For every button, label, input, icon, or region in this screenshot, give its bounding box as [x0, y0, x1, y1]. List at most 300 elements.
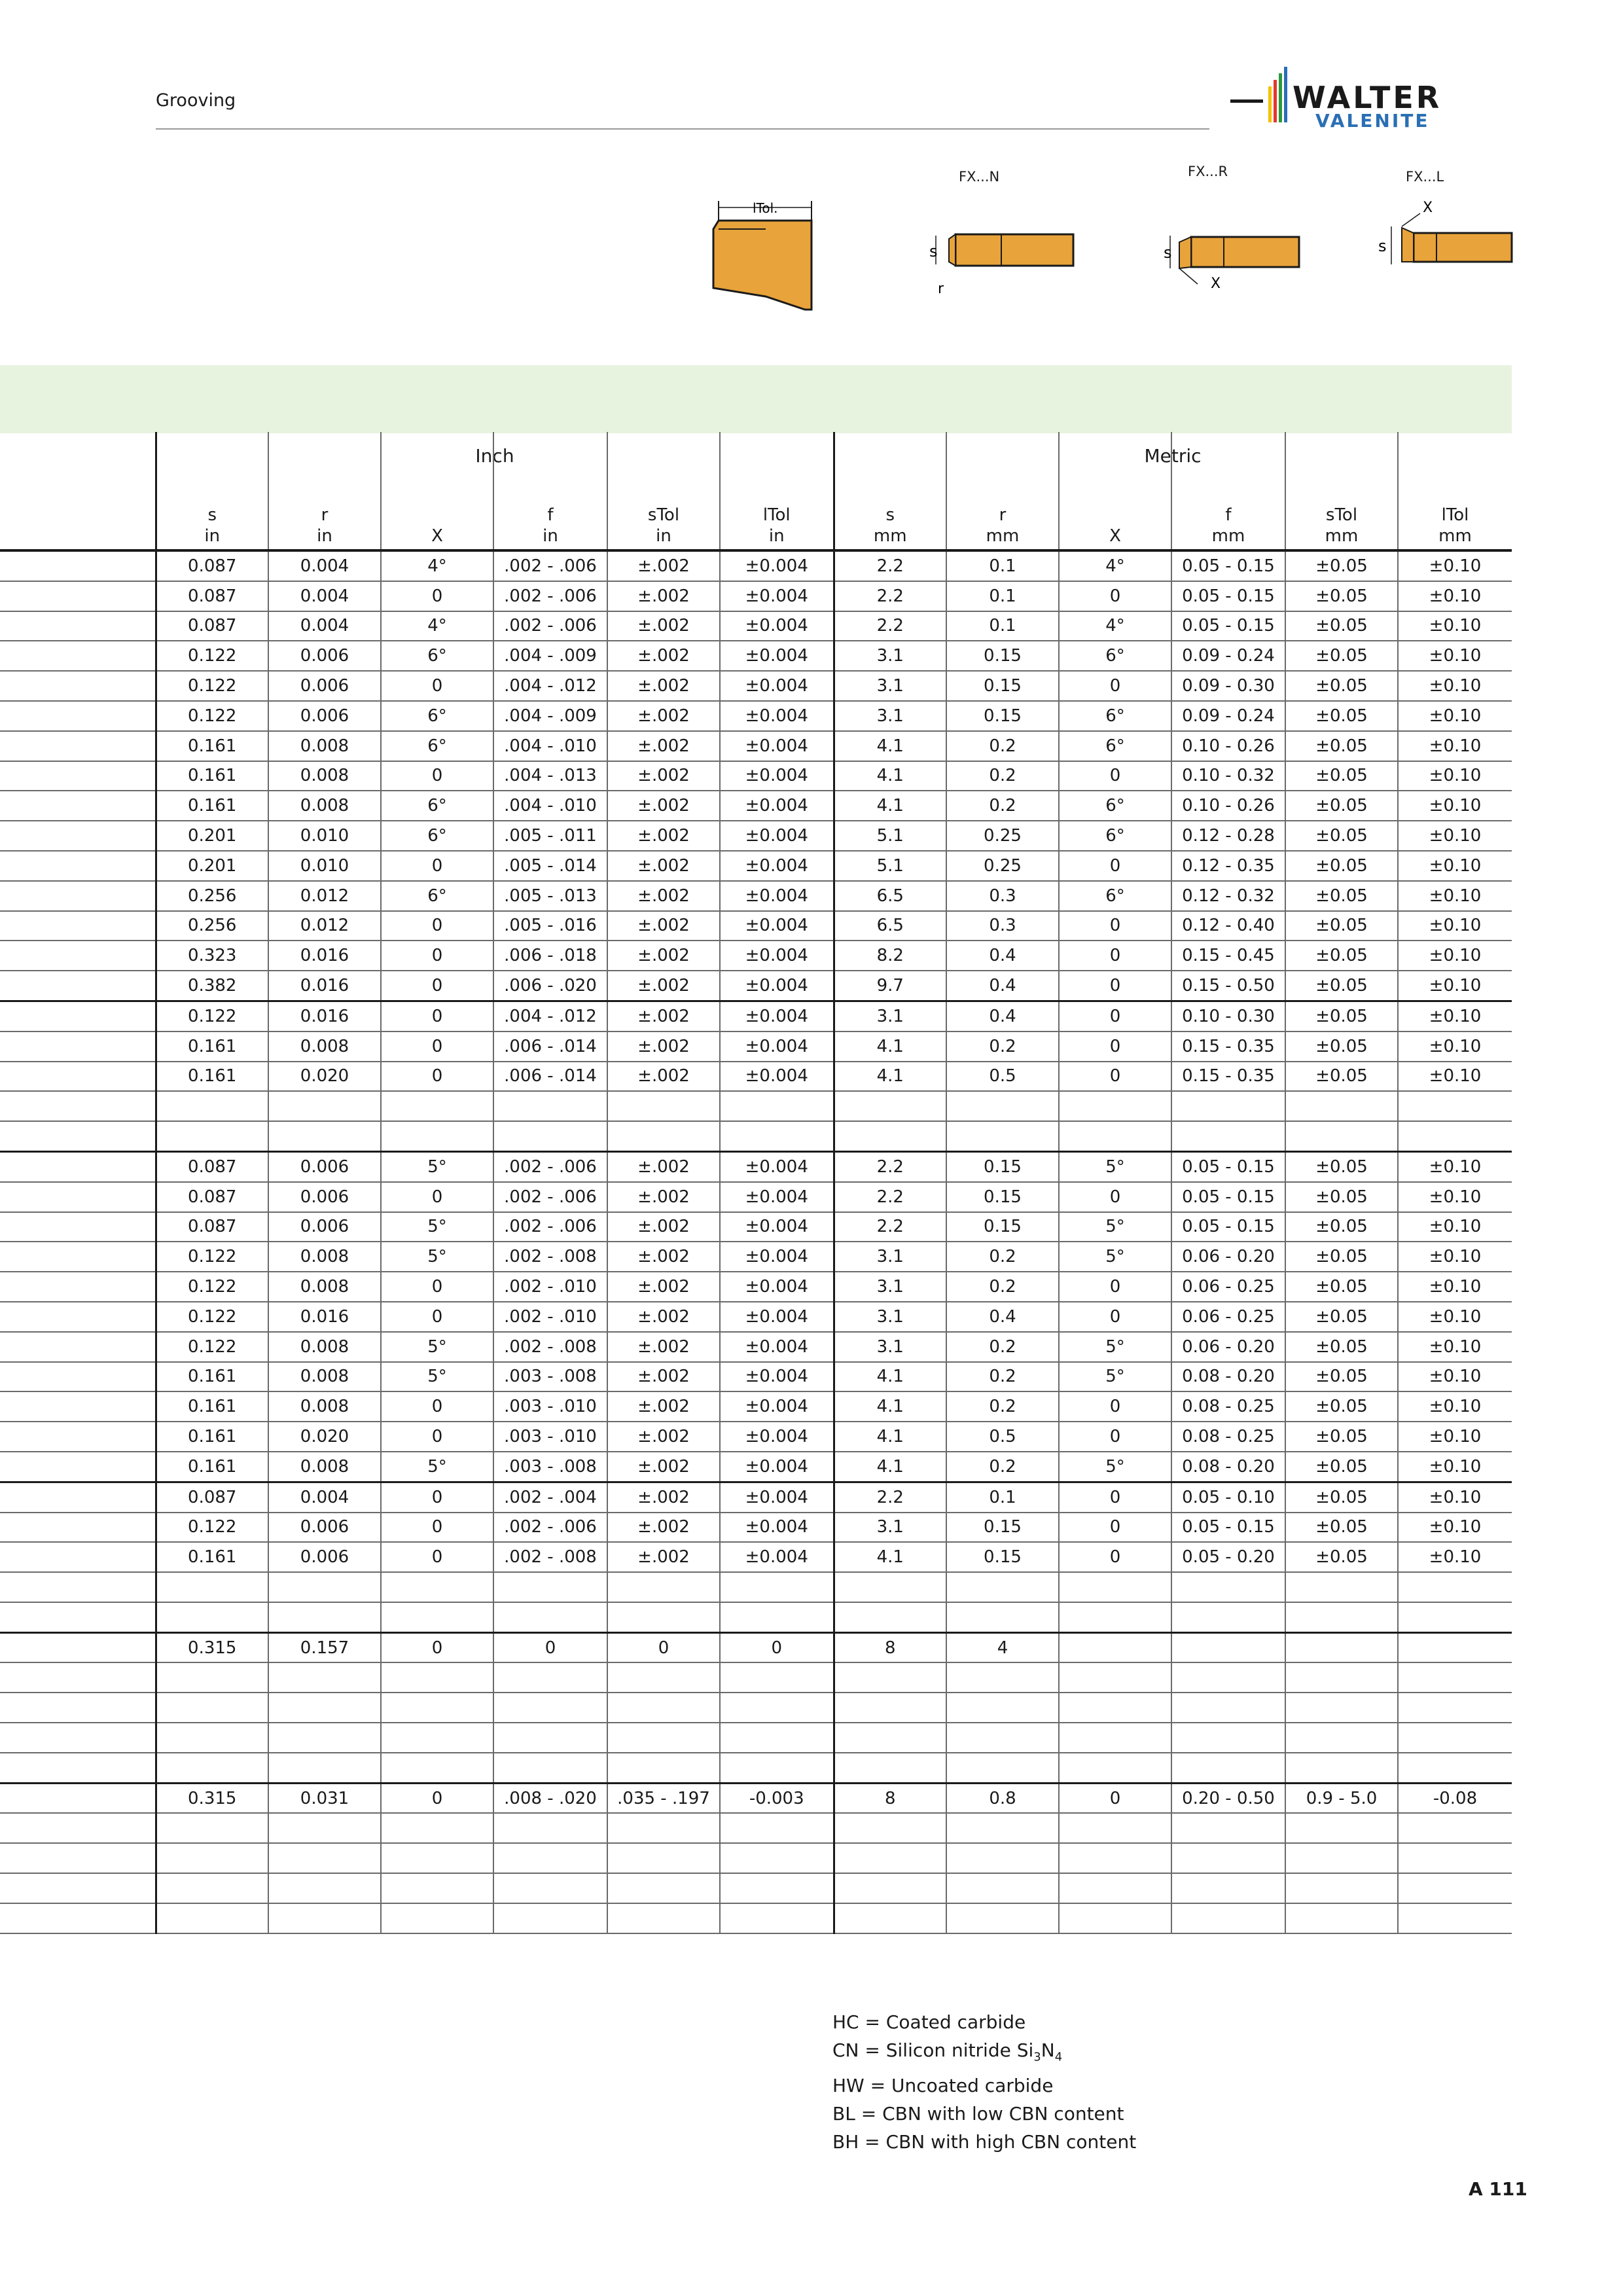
table-cell [493, 1903, 607, 1933]
table-cell: ±0.05 [1285, 731, 1398, 761]
table-cell [1059, 1903, 1171, 1933]
table-cell: ±0.05 [1285, 581, 1398, 611]
table-cell: ±.002 [607, 1062, 720, 1092]
table-cell: 5° [1059, 1212, 1171, 1242]
table-cell [607, 1572, 720, 1602]
table-cell: ±0.10 [1398, 731, 1512, 761]
table-cell: 0.15 [946, 1542, 1059, 1572]
table-cell: .002 - .006 [493, 1212, 607, 1242]
table-cell: 0.201 [156, 851, 268, 881]
table-cell: 0.05 - 0.15 [1171, 1212, 1285, 1242]
table-cell: ±0.004 [720, 1302, 834, 1332]
table-row [0, 581, 1512, 611]
table-cell: 5° [1059, 1362, 1171, 1392]
table-cell: 0 [381, 971, 493, 1001]
table-cell: 6° [1059, 701, 1171, 731]
table-cell [1285, 1572, 1398, 1602]
table-cell: 0.15 [946, 1513, 1059, 1543]
column-unit: mm [1438, 526, 1472, 546]
table-cell [720, 1873, 834, 1903]
table-cell: ±.002 [607, 550, 720, 581]
row-lead-cell [0, 1783, 156, 1813]
table-row [0, 1662, 1512, 1693]
table-cell: ±0.05 [1285, 911, 1398, 941]
table-cell: 0.4 [946, 1001, 1059, 1031]
table-cell: 0 [381, 851, 493, 881]
table-cell: 0.087 [156, 611, 268, 641]
table-cell: .005 - .011 [493, 821, 607, 851]
table-cell: ±.002 [607, 1272, 720, 1302]
table-cell: 0.256 [156, 881, 268, 911]
table-cell [1059, 1572, 1171, 1602]
table-cell: ±.002 [607, 821, 720, 851]
table-row [0, 1182, 1512, 1212]
table-cell: 0.4 [946, 941, 1059, 971]
table-cell: 5° [381, 1242, 493, 1272]
column-name: X [431, 526, 443, 546]
table-cell [1285, 1602, 1398, 1632]
table-cell [1285, 1873, 1398, 1903]
table-cell [834, 1602, 946, 1632]
table-cell: ±.002 [607, 1542, 720, 1572]
table-cell: 0.087 [156, 1212, 268, 1242]
table-cell [834, 1121, 946, 1151]
column-header [1059, 432, 1171, 550]
table-cell [1171, 1662, 1285, 1693]
table-row [0, 1843, 1512, 1873]
table-cell: ±0.05 [1285, 611, 1398, 641]
table-cell: ±0.10 [1398, 1212, 1512, 1242]
table-cell: -0.003 [720, 1783, 834, 1813]
group-metric-heading: Metric [1144, 445, 1202, 467]
table-cell: ±0.05 [1285, 1031, 1398, 1062]
table-cell: 0.006 [268, 1182, 381, 1212]
table-cell: .002 - .010 [493, 1272, 607, 1302]
table-cell [607, 1813, 720, 1843]
table-cell: 3.1 [834, 671, 946, 701]
table-cell: ±.002 [607, 1422, 720, 1452]
table-cell: 0.016 [268, 971, 381, 1001]
column-name: f [547, 505, 554, 525]
fxl-diagram [1368, 196, 1518, 281]
table-cell: ±.002 [607, 1182, 720, 1212]
table-cell: ±0.10 [1398, 1242, 1512, 1272]
table-cell: .004 - .013 [493, 761, 607, 791]
table-cell: 0.05 - 0.15 [1171, 550, 1285, 581]
table-cell [1171, 1873, 1285, 1903]
table-row [0, 1693, 1512, 1723]
table-cell: .002 - .008 [493, 1332, 607, 1362]
table-cell: 0.05 - 0.15 [1171, 1182, 1285, 1212]
table-cell: 3.1 [834, 1272, 946, 1302]
table-cell [720, 1723, 834, 1753]
table-cell: 0 [381, 1001, 493, 1031]
table-cell: 0.3 [946, 911, 1059, 941]
table-cell: 0 [1059, 581, 1171, 611]
row-lead-cell [0, 851, 156, 881]
table-cell: 0.2 [946, 1272, 1059, 1302]
table-cell [834, 1873, 946, 1903]
table-cell [1171, 1693, 1285, 1723]
table-cell: ±0.05 [1285, 941, 1398, 971]
table-cell: ±0.10 [1398, 1302, 1512, 1332]
table-cell [1285, 1843, 1398, 1873]
table-cell: 0.122 [156, 1001, 268, 1031]
table-row [0, 1362, 1512, 1392]
table-cell: ±0.004 [720, 1332, 834, 1362]
table-cell: ±0.10 [1398, 701, 1512, 731]
table-cell [946, 1602, 1059, 1632]
row-lead-cell [0, 911, 156, 941]
table-cell: 0.15 - 0.35 [1171, 1062, 1285, 1092]
table-cell: 0.2 [946, 1362, 1059, 1392]
table-cell [493, 1602, 607, 1632]
table-cell: 5° [1059, 1452, 1171, 1482]
table-cell: 0 [1059, 1542, 1171, 1572]
table-cell [1171, 1753, 1285, 1783]
table-cell: 3.1 [834, 1332, 946, 1362]
table-cell: 3.1 [834, 641, 946, 671]
table-cell: ±0.05 [1285, 851, 1398, 881]
table-cell: 8 [834, 1632, 946, 1662]
table-cell [834, 1662, 946, 1693]
table-cell: 5° [381, 1452, 493, 1482]
table-cell: 0.1 [946, 1482, 1059, 1512]
page-number: A 111 [1469, 2178, 1527, 2200]
table-row [0, 1482, 1512, 1512]
table-cell [1059, 1843, 1171, 1873]
row-lead-cell [0, 1723, 156, 1753]
table-cell: 0.05 - 0.15 [1171, 1513, 1285, 1543]
table-cell: 0.09 - 0.24 [1171, 701, 1285, 731]
table-cell: 0.161 [156, 761, 268, 791]
table-cell [493, 1723, 607, 1753]
table-cell: 0.122 [156, 1272, 268, 1302]
table-cell [834, 1813, 946, 1843]
table-cell: 0.06 - 0.20 [1171, 1242, 1285, 1272]
table-cell: 0.3 [946, 881, 1059, 911]
table-cell: 0.008 [268, 1272, 381, 1302]
table-cell: ±0.10 [1398, 1422, 1512, 1452]
table-cell: 0.122 [156, 1513, 268, 1543]
table-cell: ±0.05 [1285, 1513, 1398, 1543]
table-cell [607, 1723, 720, 1753]
table-cell: ±0.05 [1285, 1001, 1398, 1031]
table-cell: 0.15 [946, 1182, 1059, 1212]
row-lead-cell [0, 1182, 156, 1212]
row-lead-cell [0, 641, 156, 671]
table-cell [946, 1572, 1059, 1602]
table-cell: ±.002 [607, 581, 720, 611]
table-cell: 0.2 [946, 731, 1059, 761]
table-cell: 0.12 - 0.35 [1171, 851, 1285, 881]
table-cell [607, 1693, 720, 1723]
table-row [0, 1542, 1512, 1572]
table-cell [834, 1091, 946, 1121]
table-cell [1285, 1723, 1398, 1753]
header-rule [156, 128, 1209, 130]
table-cell: 6° [381, 881, 493, 911]
table-cell: 0.008 [268, 1452, 381, 1482]
table-cell: 0.12 - 0.40 [1171, 911, 1285, 941]
table-cell: ±.002 [607, 1452, 720, 1482]
table-cell: ±0.10 [1398, 1513, 1512, 1543]
table-cell: 0 [1059, 1272, 1171, 1302]
table-cell [946, 1813, 1059, 1843]
table-row [0, 1332, 1512, 1362]
table-cell: ±0.10 [1398, 971, 1512, 1001]
table-cell [834, 1723, 946, 1753]
table-cell: 0 [381, 911, 493, 941]
table-cell: 2.2 [834, 1482, 946, 1512]
table-row [0, 641, 1512, 671]
table-cell: 0.010 [268, 851, 381, 881]
column-header [381, 432, 493, 550]
table-cell: 0 [381, 1272, 493, 1302]
table-cell [493, 1873, 607, 1903]
table-cell: ±.002 [607, 791, 720, 821]
table-cell: ±0.10 [1398, 911, 1512, 941]
table-cell: ±.002 [607, 851, 720, 881]
table-cell: 0.10 - 0.26 [1171, 791, 1285, 821]
table-cell: ±0.004 [720, 1212, 834, 1242]
table-cell [1171, 1602, 1285, 1632]
table-cell: 0.087 [156, 1182, 268, 1212]
table-cell: ±0.05 [1285, 1542, 1398, 1572]
table-row [0, 1602, 1512, 1632]
table-cell: ±.002 [607, 761, 720, 791]
table-cell: 0.006 [268, 671, 381, 701]
table-cell [720, 1121, 834, 1151]
table-cell: 0.161 [156, 1542, 268, 1572]
row-lead-cell [0, 1482, 156, 1512]
table-cell [1059, 1121, 1171, 1151]
table-cell: 0.122 [156, 1332, 268, 1362]
table-cell: ±0.10 [1398, 761, 1512, 791]
table-cell [720, 1602, 834, 1632]
table-cell: ±0.10 [1398, 821, 1512, 851]
table-cell [156, 1813, 268, 1843]
table-row [0, 1242, 1512, 1272]
table-cell: 0 [381, 1182, 493, 1212]
table-row [0, 1452, 1512, 1482]
table-cell: 0 [493, 1632, 607, 1662]
table-row [0, 1813, 1512, 1843]
table-cell: ±0.10 [1398, 550, 1512, 581]
table-cell: 0.016 [268, 1001, 381, 1031]
table-cell [1398, 1091, 1512, 1121]
table-row [0, 1151, 1512, 1181]
table-cell: .002 - .008 [493, 1542, 607, 1572]
table-cell: 0.006 [268, 701, 381, 731]
table-cell: ±0.004 [720, 1482, 834, 1512]
fxl-s-label: s [1378, 237, 1387, 255]
table-cell: 0.09 - 0.24 [1171, 641, 1285, 671]
table-cell [1171, 1723, 1285, 1753]
table-cell: 0 [381, 1632, 493, 1662]
table-cell: ±.002 [607, 1151, 720, 1181]
table-cell [1285, 1903, 1398, 1933]
table-cell [946, 1693, 1059, 1723]
table-cell: 0.2 [946, 1452, 1059, 1482]
table-cell: 0.06 - 0.25 [1171, 1272, 1285, 1302]
table-cell: 0.004 [268, 581, 381, 611]
table-cell: 0.008 [268, 791, 381, 821]
table-cell: 0.012 [268, 881, 381, 911]
table-cell: ±0.10 [1398, 641, 1512, 671]
table-cell [156, 1091, 268, 1121]
table-cell [1285, 1813, 1398, 1843]
table-row [0, 821, 1512, 851]
table-cell: 0 [381, 1062, 493, 1092]
table-cell: 0.012 [268, 911, 381, 941]
table-cell: 8.2 [834, 941, 946, 971]
table-cell: 6° [381, 701, 493, 731]
table-cell: .004 - .010 [493, 791, 607, 821]
table-cell: ±0.10 [1398, 1482, 1512, 1512]
row-lead-cell [0, 1452, 156, 1482]
table-row [0, 1632, 1512, 1662]
table-cell: 4.1 [834, 791, 946, 821]
table-cell: 6.5 [834, 881, 946, 911]
table-row [0, 1783, 1512, 1813]
table-cell: 0.004 [268, 611, 381, 641]
row-lead-cell [0, 1151, 156, 1181]
table-cell: 0 [1059, 1422, 1171, 1452]
table-row [0, 881, 1512, 911]
table-cell: 0.008 [268, 1391, 381, 1422]
table-cell: ±.002 [607, 1031, 720, 1062]
table-cell: .003 - .010 [493, 1391, 607, 1422]
table-cell [946, 1903, 1059, 1933]
table-cell: ±0.004 [720, 581, 834, 611]
table-cell [834, 1843, 946, 1873]
column-unit: mm [986, 526, 1020, 546]
table-cell: 0.10 - 0.30 [1171, 1001, 1285, 1031]
table-cell [381, 1662, 493, 1693]
table-cell [268, 1753, 381, 1783]
table-cell: 3.1 [834, 701, 946, 731]
table-cell: 0.2 [946, 761, 1059, 791]
table-cell: 6° [381, 791, 493, 821]
table-row [0, 1001, 1512, 1031]
table-cell: 0.2 [946, 1242, 1059, 1272]
fxl-title: FX...L [1406, 169, 1444, 185]
table-cell [1398, 1572, 1512, 1602]
table-cell: 0 [381, 581, 493, 611]
table-cell: 0 [381, 941, 493, 971]
table-cell [946, 1662, 1059, 1693]
row-lead-cell [0, 1302, 156, 1332]
table-cell: 0.006 [268, 1542, 381, 1572]
table-cell: .002 - .004 [493, 1482, 607, 1512]
table-cell [1059, 1723, 1171, 1753]
table-cell [946, 1091, 1059, 1121]
table-cell: 0.8 [946, 1783, 1059, 1813]
table-cell [607, 1903, 720, 1933]
table-cell: ±0.05 [1285, 1182, 1398, 1212]
table-cell [1285, 1091, 1398, 1121]
column-name: X [1109, 526, 1121, 546]
table-cell [381, 1602, 493, 1632]
table-row [0, 1391, 1512, 1422]
table-cell [607, 1753, 720, 1783]
table-cell [1059, 1873, 1171, 1903]
table-cell [946, 1753, 1059, 1783]
table-cell: 0.161 [156, 1391, 268, 1422]
table-cell: 4° [1059, 550, 1171, 581]
table-row [0, 1121, 1512, 1151]
table-cell [381, 1903, 493, 1933]
column-name: lTol [1441, 505, 1469, 525]
table-cell: 0.087 [156, 1151, 268, 1181]
table-cell: ±0.10 [1398, 1362, 1512, 1392]
table-cell [493, 1813, 607, 1843]
table-cell: 0 [1059, 941, 1171, 971]
table-cell: .006 - .018 [493, 941, 607, 971]
table-row [0, 1422, 1512, 1452]
table-cell [381, 1813, 493, 1843]
table-cell: 0.122 [156, 1302, 268, 1332]
table-cell: ±0.004 [720, 701, 834, 731]
table-cell: 0.315 [156, 1632, 268, 1662]
table-cell [381, 1091, 493, 1121]
table-cell: ±0.05 [1285, 701, 1398, 731]
table-cell: ±0.10 [1398, 1542, 1512, 1572]
table-row [0, 701, 1512, 731]
table-cell: 0.008 [268, 1031, 381, 1062]
table-cell [1398, 1121, 1512, 1151]
table-cell: 0.122 [156, 701, 268, 731]
material-legend [832, 2008, 1136, 2156]
table-cell [493, 1693, 607, 1723]
table-row [0, 1302, 1512, 1332]
table-cell: ±.002 [607, 1212, 720, 1242]
legend-item: BL = CBN with low CBN content [832, 2102, 1124, 2125]
table-cell: .006 - .014 [493, 1062, 607, 1092]
table-cell: 5.1 [834, 821, 946, 851]
table-cell [268, 1091, 381, 1121]
table-cell: ±0.10 [1398, 1391, 1512, 1422]
table-cell: 0.161 [156, 1062, 268, 1092]
table-cell: .002 - .006 [493, 581, 607, 611]
table-cell: .005 - .016 [493, 911, 607, 941]
table-cell [607, 1091, 720, 1121]
table-cell: ±0.004 [720, 671, 834, 701]
table-cell: 0.004 [268, 550, 381, 581]
column-unit: in [543, 526, 558, 546]
table-cell: ±.002 [607, 641, 720, 671]
table-row [0, 941, 1512, 971]
table-cell: 0 [381, 1422, 493, 1452]
table-cell: 0.2 [946, 1332, 1059, 1362]
table-cell [720, 1753, 834, 1783]
table-cell: .004 - .009 [493, 701, 607, 731]
table-cell: 0.08 - 0.20 [1171, 1362, 1285, 1392]
table-cell: 4.1 [834, 1031, 946, 1062]
table-cell: 0.15 - 0.50 [1171, 971, 1285, 1001]
table-cell: 0.15 [946, 1151, 1059, 1181]
table-cell: ±.002 [607, 1391, 720, 1422]
table-cell: ±0.004 [720, 1031, 834, 1062]
table-cell [946, 1843, 1059, 1873]
table-cell: ±0.004 [720, 1513, 834, 1543]
table-cell [1171, 1813, 1285, 1843]
table-cell [381, 1843, 493, 1873]
fxn-s-label: s [929, 242, 938, 260]
table-cell: 0.05 - 0.15 [1171, 581, 1285, 611]
table-cell: .008 - .020 [493, 1783, 607, 1813]
